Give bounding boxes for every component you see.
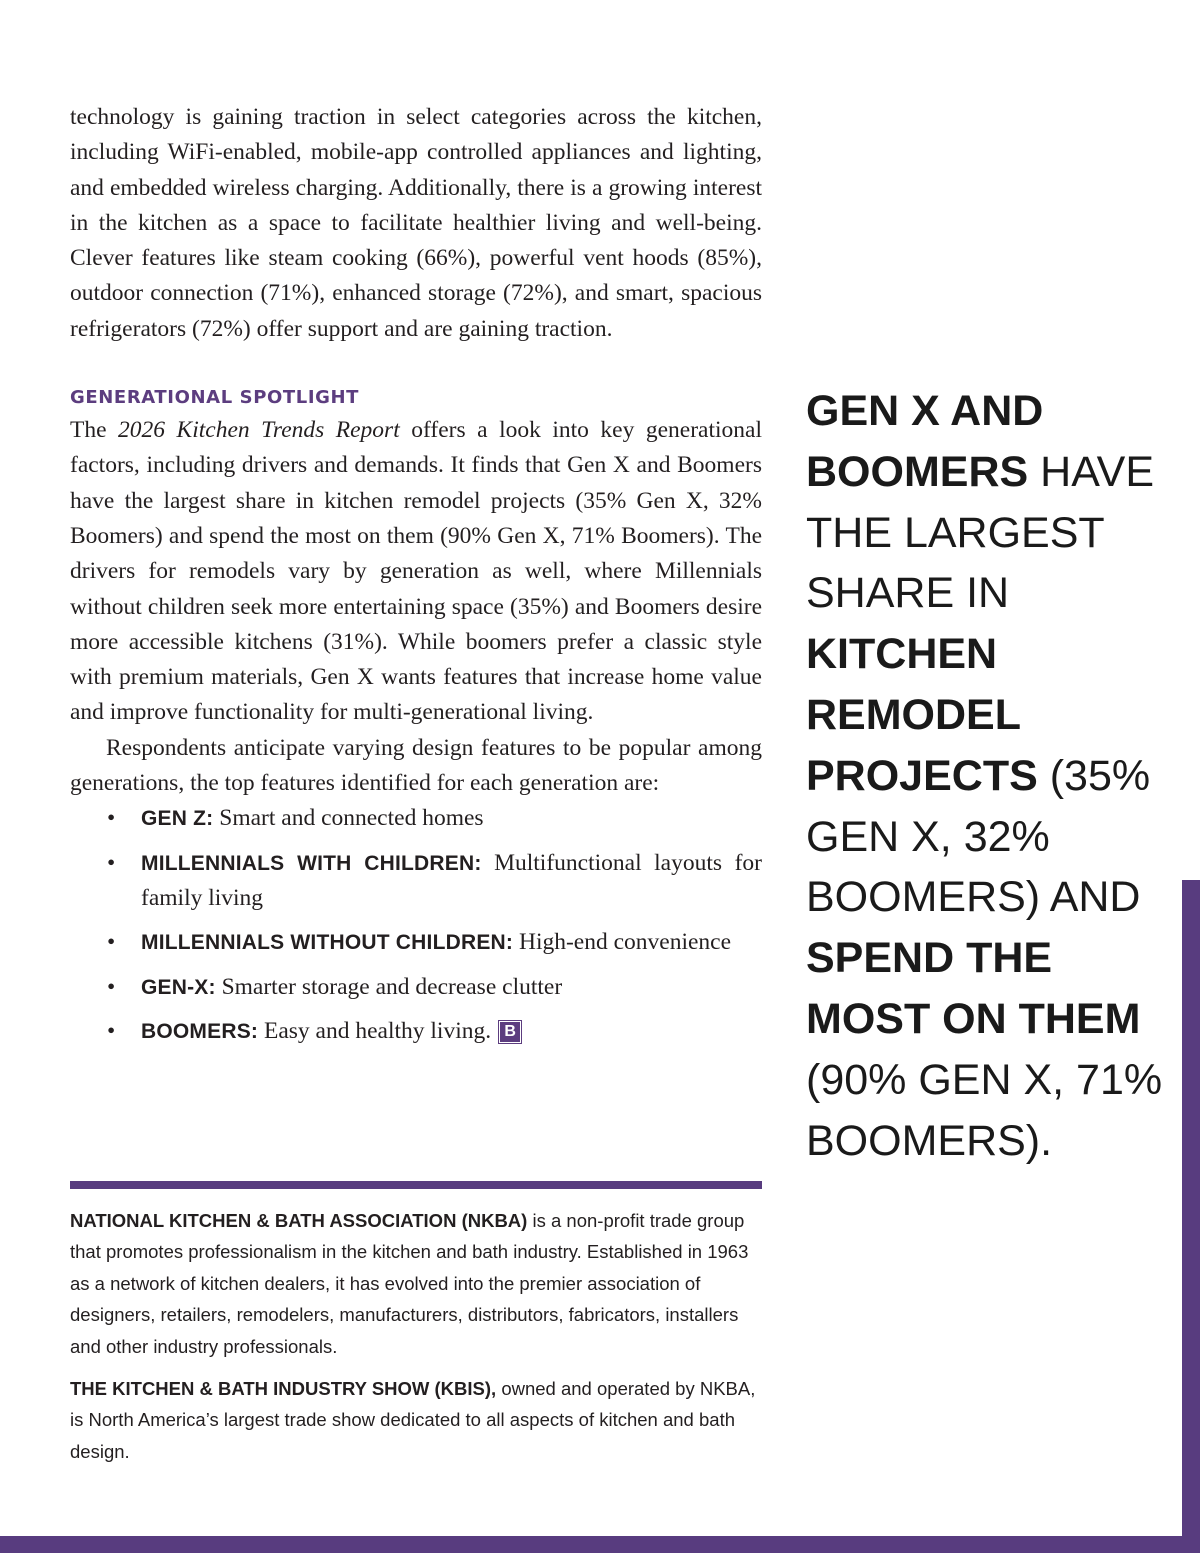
feature-label: MILLENNIALS WITH CHILDREN: (141, 851, 482, 875)
nkba-text: is a non-profit trade group that promotes professionalism in the kitchen and bath industry. Established in 1963 as a network of kitchen dealers, it has evolved into the premier association of designers, retailers, remodelers, manufacturers, distributors, fabricators, installers and other industry professionals. (70, 1210, 749, 1357)
about-section (70, 1205, 770, 1478)
list-item (70, 925, 762, 960)
kbis-text: owned and operated by NKBA, is North America’s largest trade show dedicated to all aspects of kitchen and bath design. (70, 1378, 756, 1462)
feature-text: Smart and connected homes (213, 805, 484, 832)
divider (70, 1181, 762, 1189)
pullquote-light-1: HAVE THE LARGEST SHARE IN (806, 447, 1155, 618)
spotlight-p1-before: The (70, 417, 119, 444)
nkba-label: NATIONAL KITCHEN & BATH ASSOCIATION (NKBA) (70, 1210, 528, 1231)
intro-paragraph: technology is gaining traction in select categories across the kitchen, including WiFi-enabled, mobile-app controlled appliances and lighting, and embedded wireless charging. Additionally, there is a growing interest in the kitchen as a space to facilitate healthier living and well-being. Clever features like steam cooking (66%), powerful vent hoods (85%), outdoor connection (71%), enhanced storage (72%), and smart, spacious refrigerators (72%) offer support and are gaining traction. (70, 104, 762, 342)
pull-quote (806, 381, 1186, 1171)
feature-list (70, 801, 762, 1049)
feature-text: Easy and healthy living. (258, 1017, 492, 1044)
bottom-accent-bar (0, 1536, 1200, 1553)
kbis-paragraph (70, 1373, 770, 1467)
end-of-article-icon: B (499, 1021, 521, 1043)
feature-text: Smarter storage and decrease clutter (215, 973, 563, 1000)
nkba-paragraph (70, 1205, 770, 1362)
feature-label: MILLENNIALS WITHOUT CHILDREN: (141, 931, 514, 955)
spotlight-paragraph-2: Respondents anticipate varying design features to be popular among generations, the top features identified for each generation are: (70, 734, 762, 797)
pullquote-bold-2: KITCHEN REMODEL PROJECTS (806, 630, 1038, 800)
feature-text: High-end convenience (513, 929, 732, 956)
main-column (70, 100, 762, 1058)
spotlight-p1-after: offers a look into key generational factors, including drivers and demands. It finds that Gen X and Boomers have the largest share in kitchen remodel projects (35% Gen X, 32% Boomers) and spend the most on them (90% Gen X, 71% Boomers). The drivers for remodels vary by generation as well, where Millennials without children seek more entertaining space (35%) and Boomers desire more accessible kitchens (31%). While boomers prefer a classic style with premium materials, Gen X wants features that increase home value and improve functionality for multi-generational living. (70, 417, 762, 726)
feature-label: GEN Z: (141, 807, 214, 831)
list-item (70, 846, 762, 917)
list-item (70, 1014, 762, 1049)
report-title: 2026 Kitchen Trends Report (118, 417, 400, 444)
list-item (70, 801, 762, 836)
pullquote-bold-1: GEN X AND BOOMERS (806, 387, 1044, 496)
section-heading-generational-spotlight: GENERATIONAL SPOTLIGHT (70, 387, 360, 409)
feature-label: BOOMERS: (141, 1019, 259, 1043)
pullquote-bold-3: SPEND THE MOST ON THEM (806, 934, 1141, 1043)
list-item (70, 970, 762, 1005)
pullquote-light-3: (90% GEN X, 71% BOOMERS). (806, 1055, 1163, 1165)
spotlight-paragraph-1 (70, 413, 762, 731)
right-accent-bar (1182, 880, 1200, 1553)
pullquote-light-2: (35% GEN X, 32% BOOMERS) AND (806, 751, 1151, 922)
kbis-label: THE KITCHEN & BATH INDUSTRY SHOW (KBIS), (70, 1378, 497, 1400)
feature-text: Multifunctional layouts for family living (141, 849, 762, 911)
feature-label: GEN-X: (141, 975, 216, 999)
